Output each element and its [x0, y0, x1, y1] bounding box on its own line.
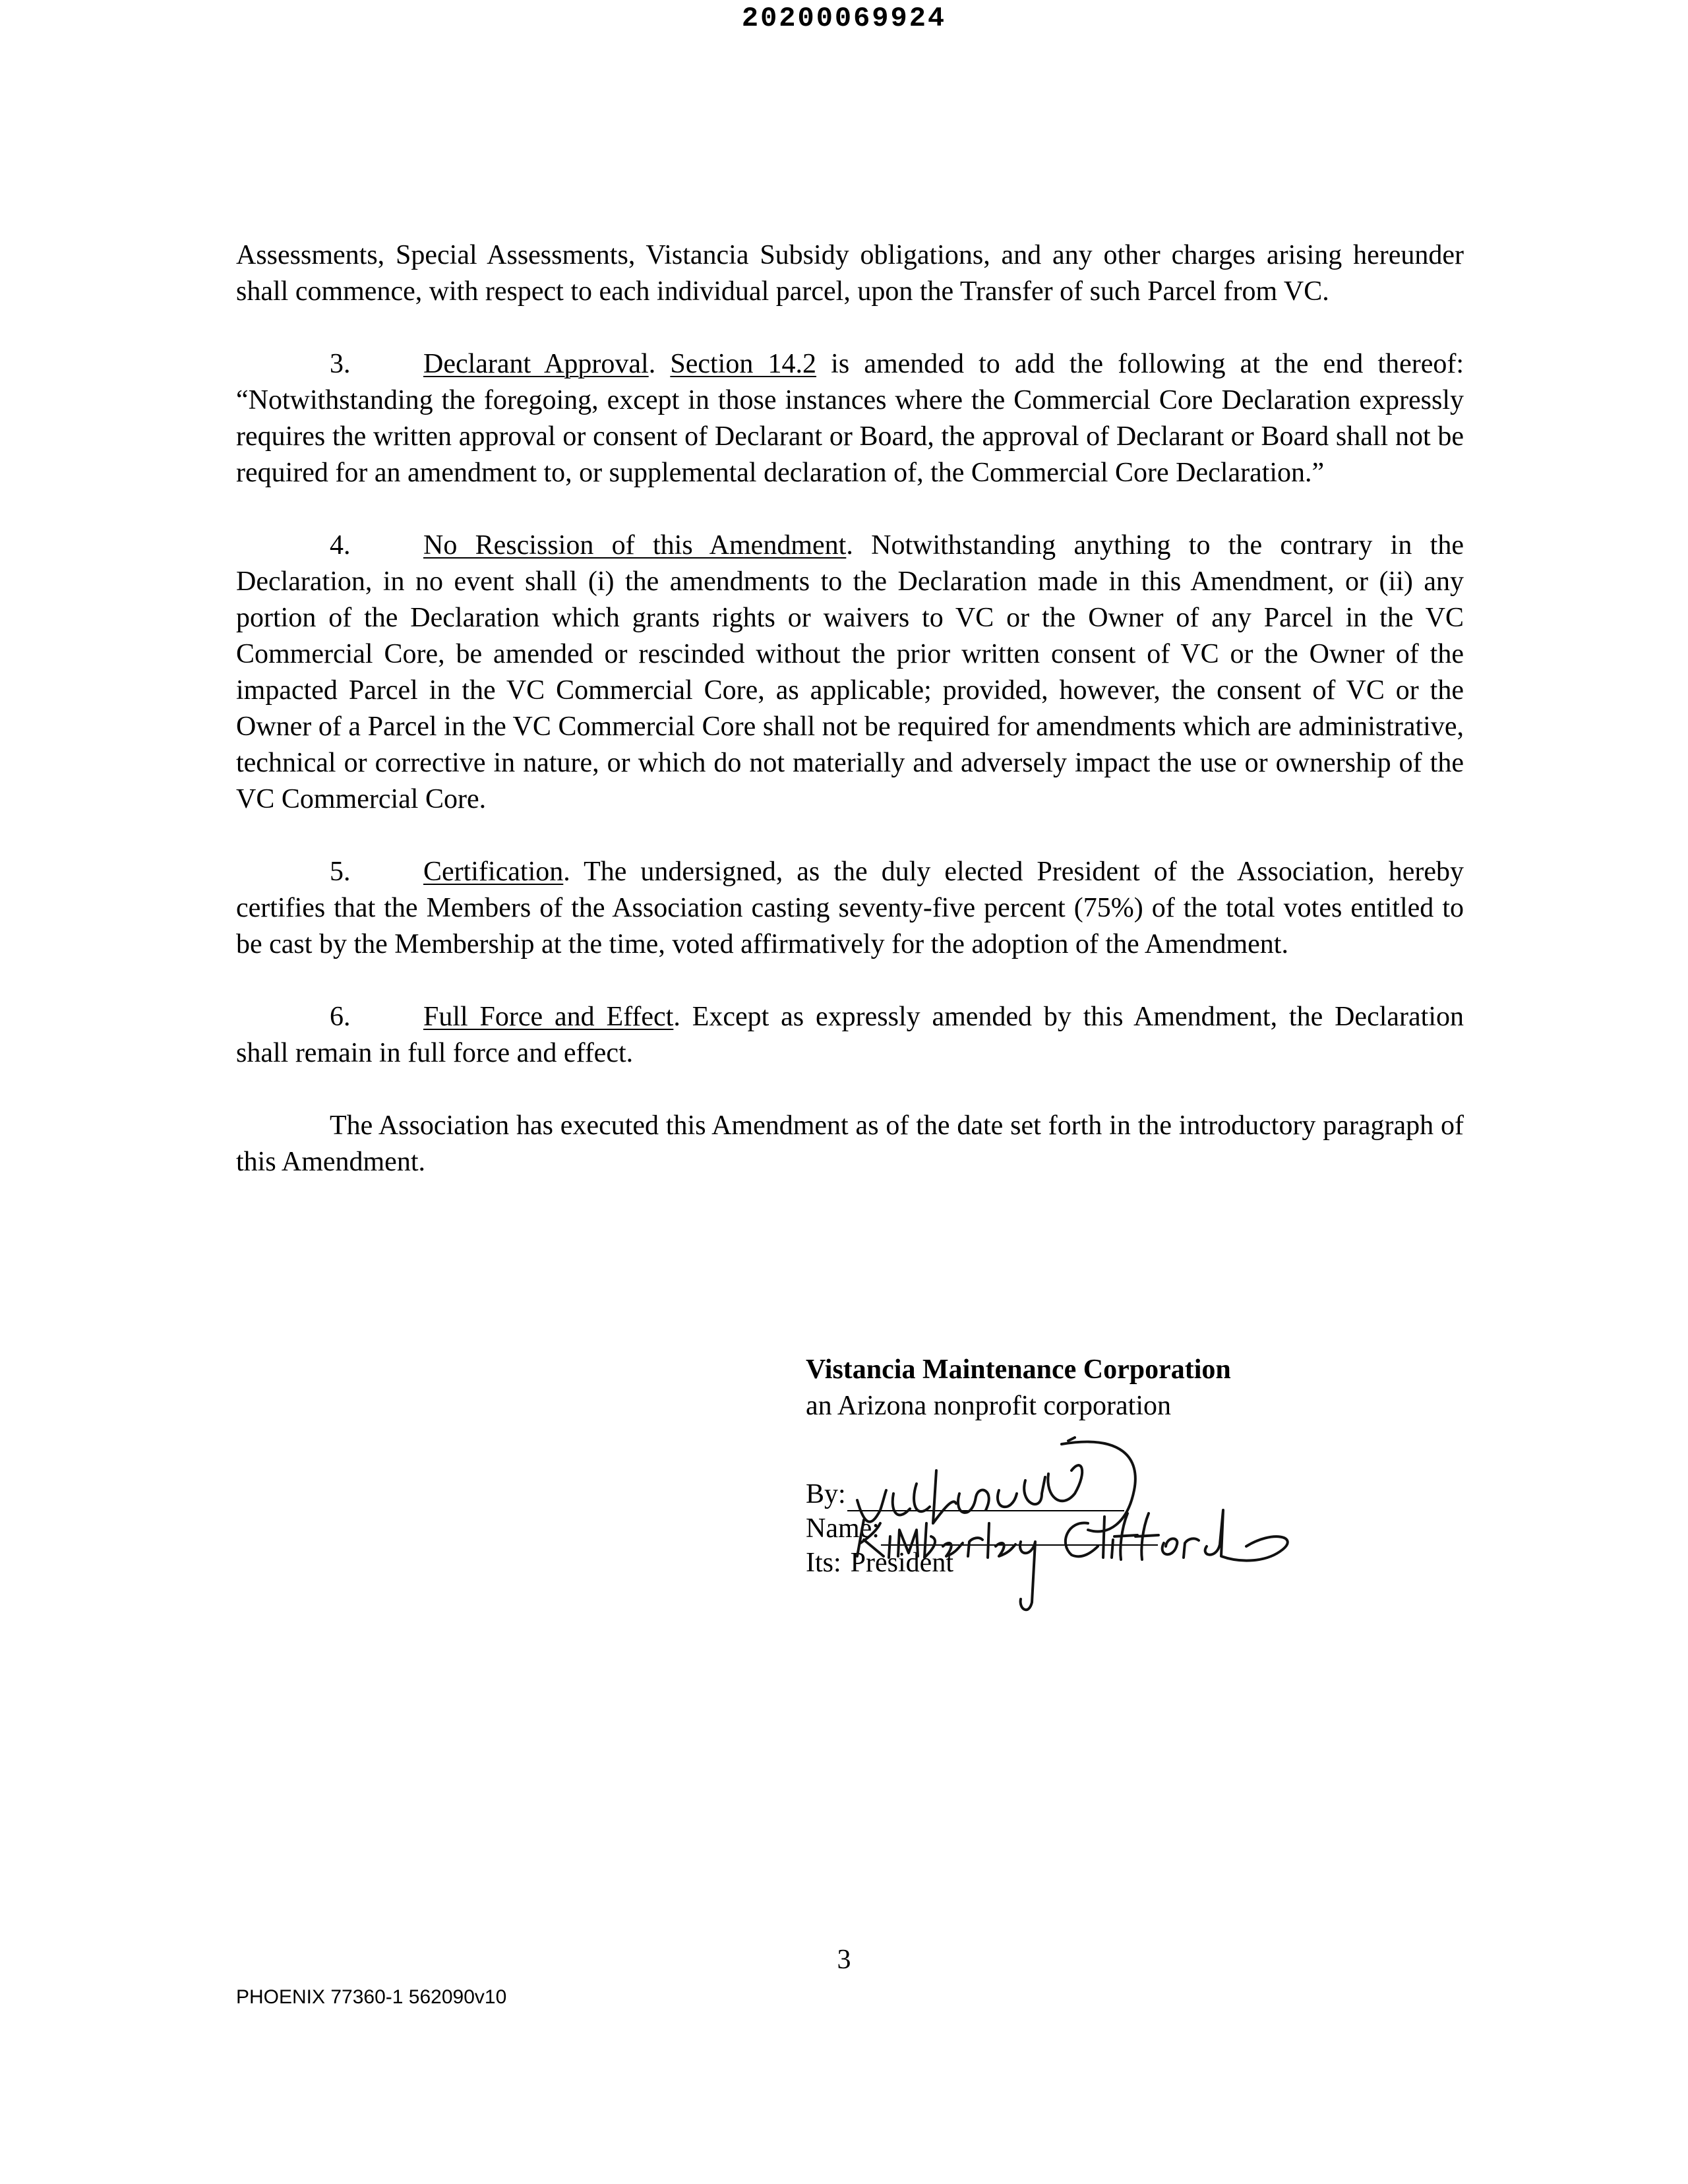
document-id: PHOENIX 77360-1 562090v10 — [236, 1986, 507, 2008]
section-text: Notwithstanding anything to the contrary in the Declaration, in no event shall (i) the amendments to the Declaration made in this Amendment, or (ii) any portion of the Declaration which grants rights or waivers to VC or the Owner of any Parcel in the VC Commercial Core, be amended or rescinded without the prior written consent of VC or the Owner of the impacted Parcel in the VC Commercial Core, as applicable; provided, however, the consent of VC or the Owner of a Parcel in the VC Commercial Core shall not be required for amendments which are administrative, technical or corrective in nature, or which do not materially and adversely impact the use or ownership of the VC Commercial Core. — [236, 530, 1464, 814]
section-heading: No Rescission of this Amendment — [423, 530, 847, 561]
section-reference: Section 14.2 — [670, 349, 817, 379]
section-heading: Declarant Approval — [423, 349, 649, 379]
section-heading: Certification — [423, 857, 564, 887]
organization-type: an Arizona nonprofit corporation — [806, 1391, 1171, 1421]
by-label: By: — [806, 1479, 846, 1509]
section-5: 5. Certification. The undersigned, as the duly elected President of the Association, hereby certifies that the Members of the Association casting seventy-five percent (75%) of the total votes entitled to be cast by the Membership at the time, voted affirmatively for the adoption of the Amendment. — [236, 854, 1464, 963]
execution-statement: The Association has executed this Amendment as of the date set forth in the introductory paragraph of this Amendment. — [236, 1110, 1464, 1177]
section-number: 6. — [330, 1002, 351, 1032]
page-number: 3 — [837, 1945, 851, 1975]
recording-number: 20200069924 — [741, 3, 947, 34]
section-4: 4. No Rescission of this Amendment. Notwithstanding anything to the contrary in the Declaration, in no event shall (i) the amendments to the Declaration made in this Amendment, or (ii) any portion of the Declaration which grants rights or waivers to VC or the Owner of any Parcel in the VC Commercial Core, be amended or rescinded without the prior written consent of VC or the Owner of the impacted Parcel in the VC Commercial Core, as applicable; provided, however, the consent of VC or the Owner of a Parcel in the VC Commercial Core shall not be required for amendments which are administrative, technical or corrective in nature, or which do not materially and adversely impact the use or ownership of the VC Commercial Core. — [236, 528, 1464, 818]
document-body — [236, 237, 1464, 1217]
signature-block — [806, 1352, 1465, 1424]
section-6: 6. Full Force and Effect. Except as expressly amended by this Amendment, the Declaration shall remain in full force and effect. — [236, 999, 1464, 1072]
intro-continuation: Assessments, Special Assessments, Vistancia Subsidy obligations, and any other charges arising hereunder shall commence, with respect to each individual parcel, upon the Transfer of such Parcel from VC. — [236, 240, 1464, 307]
section-heading: Full Force and Effect — [423, 1002, 674, 1032]
section-text: Except as expressly amended by this Amendment, the Declaration shall remain in full force and effect. — [236, 1002, 1464, 1068]
handwritten-signature — [844, 1431, 1372, 1622]
name-label: Name: — [806, 1513, 880, 1544]
section-text: The undersigned, as the duly elected President of the Association, hereby certifies that the Members of the Association casting seventy-five percent (75%) of the total votes entitled to be cast by the Membership at the time, voted affirmatively for the adoption of the Amendment. — [236, 857, 1464, 959]
title-label: Its: — [806, 1548, 841, 1578]
title-value: President — [850, 1548, 953, 1578]
section-text: is amended to add the following at the end thereof: “Notwithstanding the foregoing, except in those instances where the Commercial Core Declaration expressly requires the written approval or consent of Declarant or Board, the approval of Declarant or Board shall not be required for an amendment to, or supplemental declaration of, the Commercial Core Declaration.” — [236, 349, 1464, 488]
section-number: 5. — [330, 857, 351, 887]
section-3: 3. Declarant Approval. Section 14.2 is amended to add the following at the end thereof: “Notwithstanding the foregoing, except in those instances where the Commercial Core Declaration expressly requires the written approval or consent of Declarant or Board, the approval of Declarant or Board shall not be required for an amendment to, or supplemental declaration of, the Commercial Core Declaration.” — [236, 346, 1464, 491]
section-number: 4. — [330, 530, 351, 561]
section-number: 3. — [330, 349, 351, 379]
organization-name: Vistancia Maintenance Corporation — [806, 1354, 1231, 1385]
